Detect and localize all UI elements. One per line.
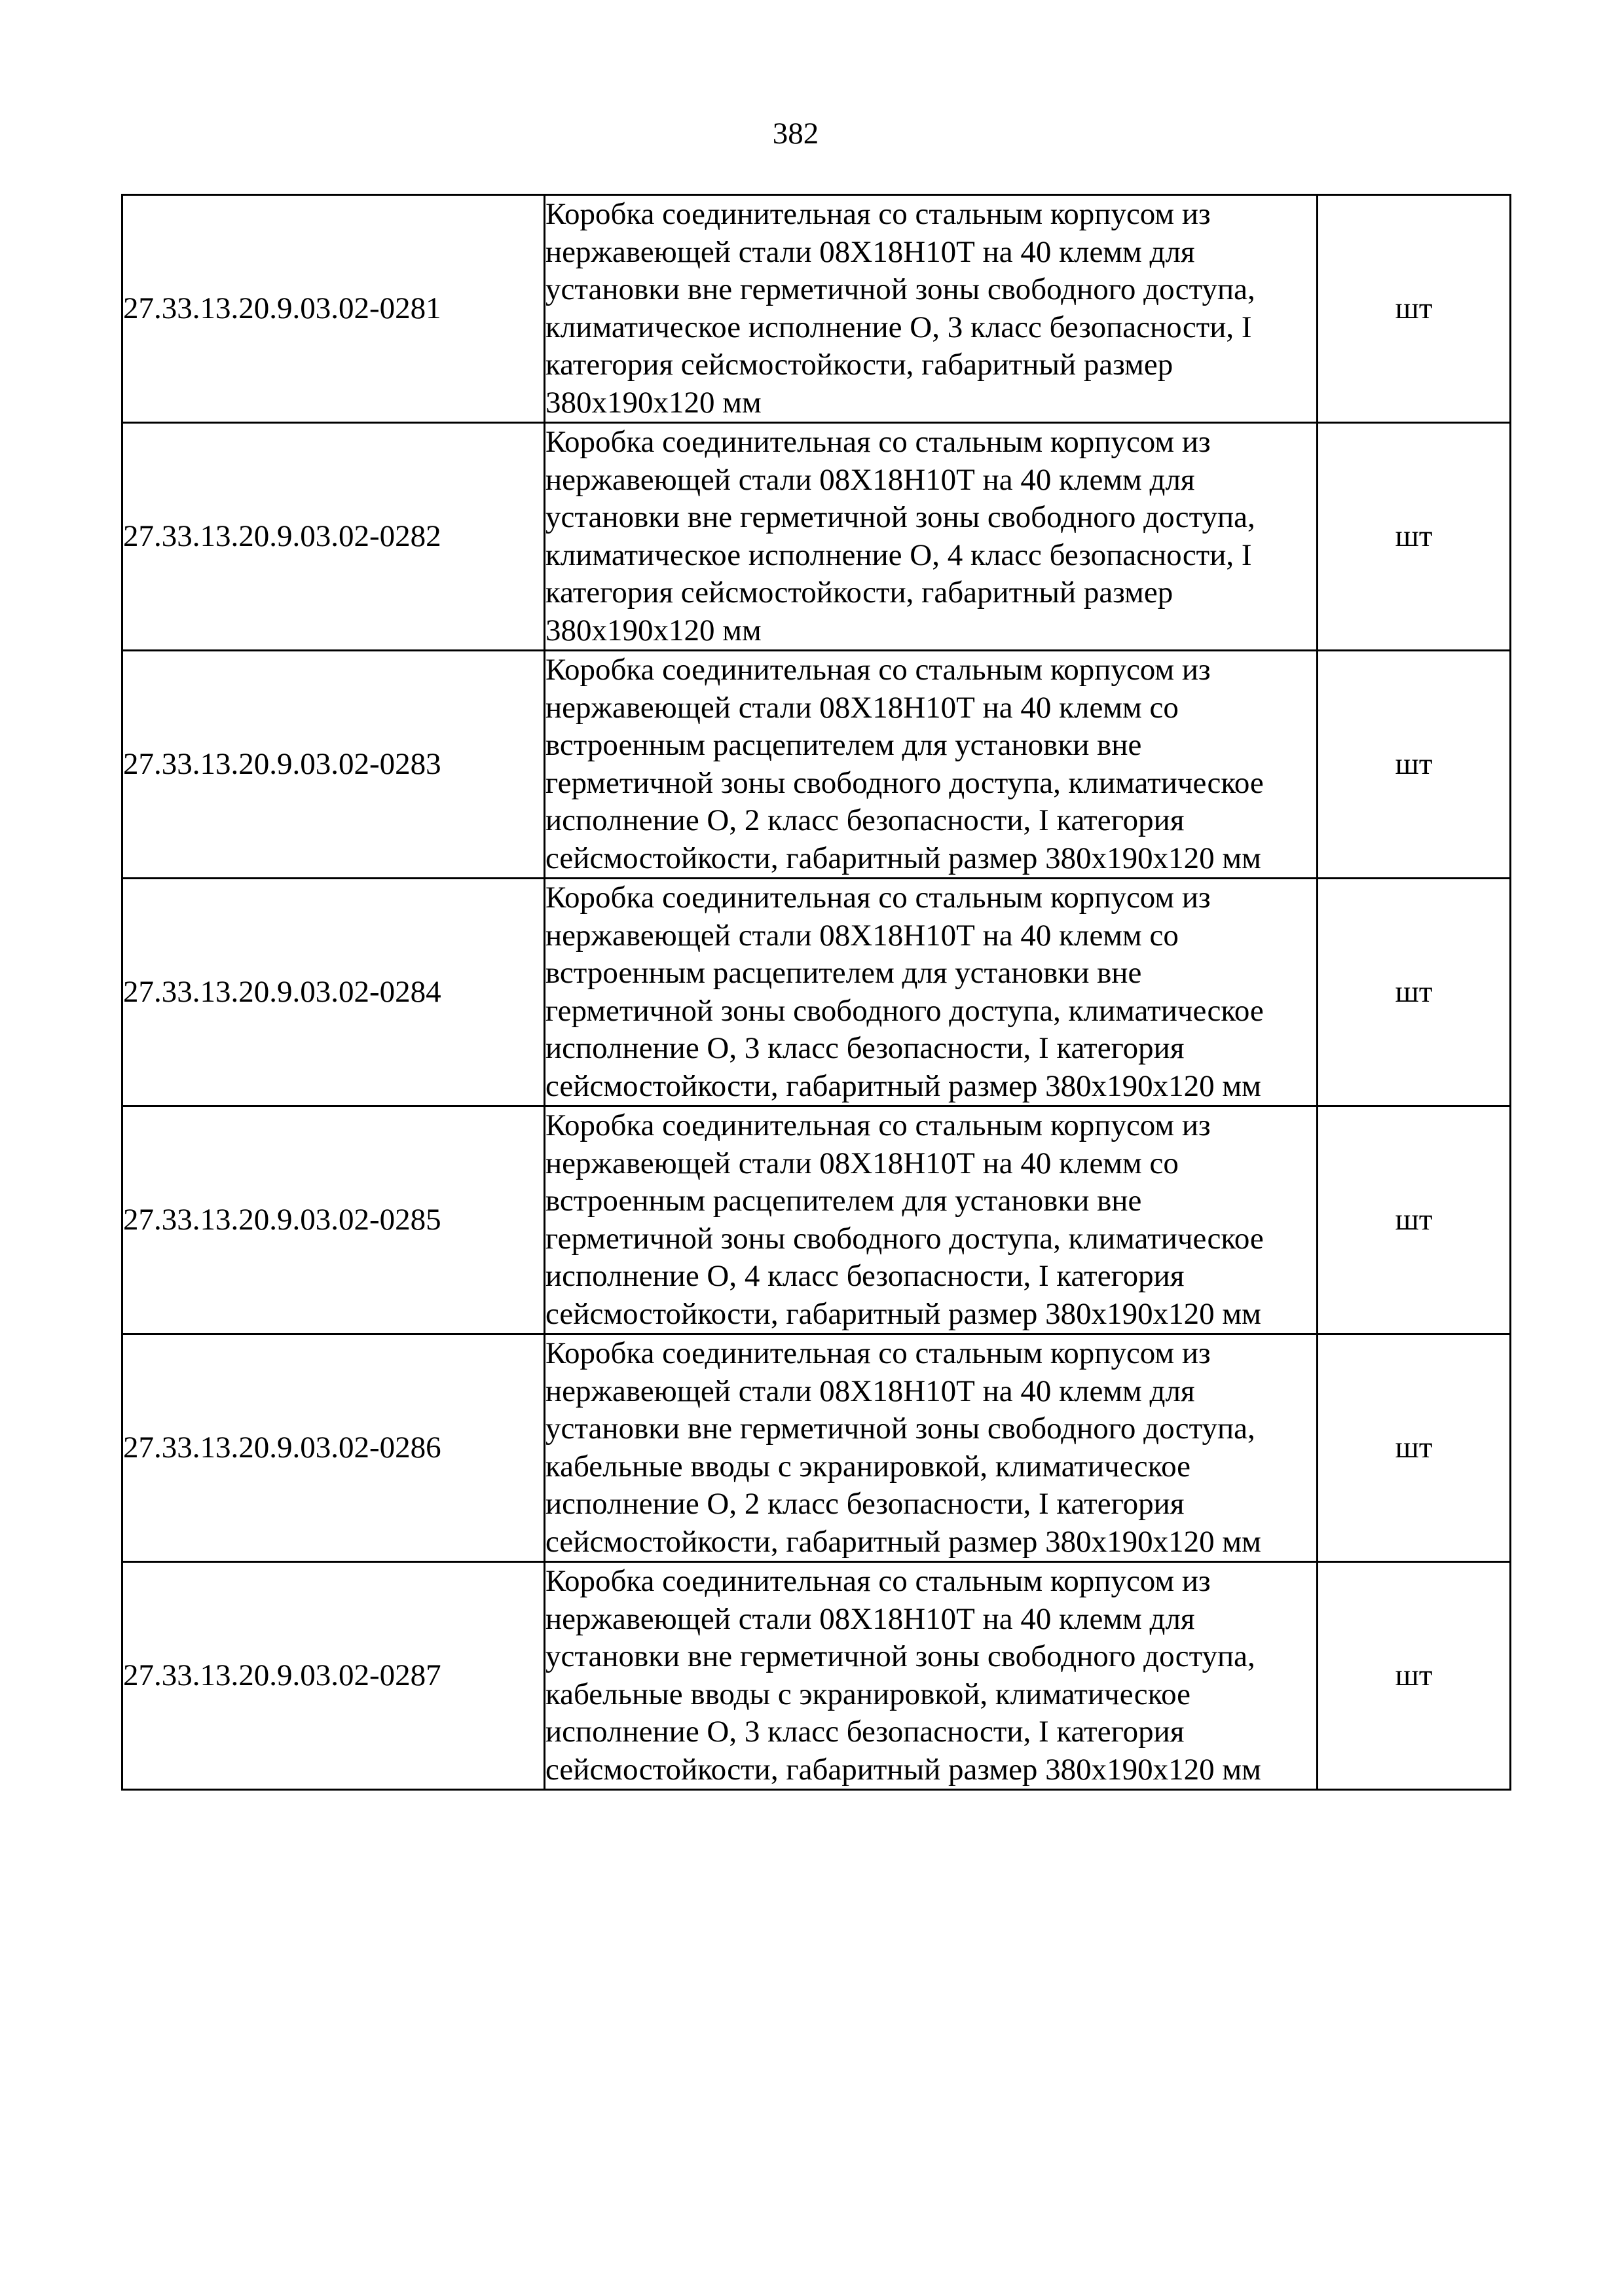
resource-code: 27.33.13.20.9.03.02-0286	[122, 1334, 545, 1562]
unit-of-measure: шт	[1318, 423, 1511, 651]
resource-description: Коробка соединительная со стальным корпусом из нержавеющей стали 08Х18Н10Т на 40 клемм для установки вне герметичной зоны свободного доступа, климатическое исполнение О, 4 класс безопасности, I категория сейсмостойкости, габаритный размер 380х190х120 мм	[545, 423, 1318, 651]
resource-description: Коробка соединительная со стальным корпусом из нержавеющей стали 08Х18Н10Т на 40 клемм для установки вне герметичной зоны свободного доступа, кабельные вводы с экранировкой, климатическое исполнение О, 2 класс безопасности, I категория сейсмостойкости, габаритный размер 380х190х120 мм	[545, 1334, 1318, 1562]
table-row	[122, 1562, 1511, 1790]
resource-code: 27.33.13.20.9.03.02-0283	[122, 651, 545, 879]
resource-description: Коробка соединительная со стальным корпусом из нержавеющей стали 08Х18Н10Т на 40 клемм со встроенным расцепителем для установки вне герметичной зоны свободного доступа, климатическое исполнение О, 4 класс безопасности, I категория сейсмостойкости, габаритный размер 380х190х120 мм	[545, 1106, 1318, 1334]
resource-description: Коробка соединительная со стальным корпусом из нержавеющей стали 08Х18Н10Т на 40 клемм для установки вне герметичной зоны свободного доступа, кабельные вводы с экранировкой, климатическое исполнение О, 3 класс безопасности, I категория сейсмостойкости, габаритный размер 380х190х120 мм	[545, 1562, 1318, 1790]
resource-table	[121, 194, 1511, 1791]
resource-description: Коробка соединительная со стальным корпусом из нержавеющей стали 08Х18Н10Т на 40 клемм со встроенным расцепителем для установки вне герметичной зоны свободного доступа, климатическое исполнение О, 2 класс безопасности, I категория сейсмостойкости, габаритный размер 380х190х120 мм	[545, 651, 1318, 879]
page-number: 382	[772, 117, 819, 151]
resource-code: 27.33.13.20.9.03.02-0284	[122, 879, 545, 1106]
table-row	[122, 1334, 1511, 1562]
unit-of-measure: шт	[1318, 195, 1511, 423]
table-row	[122, 879, 1511, 1106]
resource-code: 27.33.13.20.9.03.02-0282	[122, 423, 545, 651]
table-row	[122, 423, 1511, 651]
resource-code: 27.33.13.20.9.03.02-0285	[122, 1106, 545, 1334]
table-row	[122, 1106, 1511, 1334]
resource-code: 27.33.13.20.9.03.02-0281	[122, 195, 545, 423]
table-row	[122, 651, 1511, 879]
unit-of-measure: шт	[1318, 1334, 1511, 1562]
resource-description: Коробка соединительная со стальным корпусом из нержавеющей стали 08Х18Н10Т на 40 клемм со встроенным расцепителем для установки вне герметичной зоны свободного доступа, климатическое исполнение О, 3 класс безопасности, I категория сейсмостойкости, габаритный размер 380х190х120 мм	[545, 879, 1318, 1106]
unit-of-measure: шт	[1318, 879, 1511, 1106]
unit-of-measure: шт	[1318, 1106, 1511, 1334]
unit-of-measure: шт	[1318, 651, 1511, 879]
unit-of-measure: шт	[1318, 1562, 1511, 1790]
resource-description: Коробка соединительная со стальным корпусом из нержавеющей стали 08Х18Н10Т на 40 клемм для установки вне герметичной зоны свободного доступа, климатическое исполнение О, 3 класс безопасности, I категория сейсмостойкости, габаритный размер 380х190х120 мм	[545, 195, 1318, 423]
table-row	[122, 195, 1511, 423]
resource-code: 27.33.13.20.9.03.02-0287	[122, 1562, 545, 1790]
